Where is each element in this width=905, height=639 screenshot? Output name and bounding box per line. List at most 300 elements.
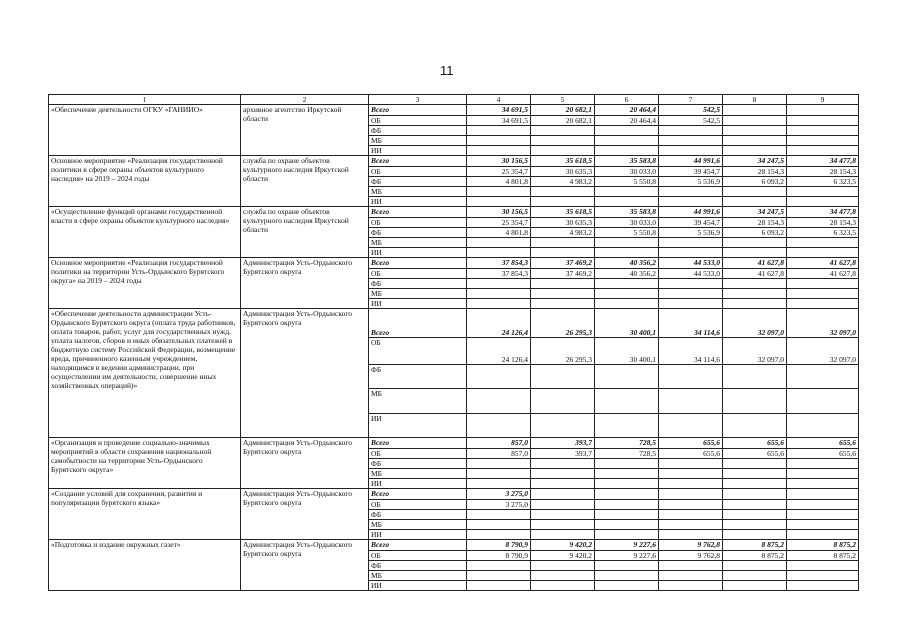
amount-cell xyxy=(595,279,659,289)
amount-cell: 655,6 xyxy=(723,449,787,459)
header-cell: 2 xyxy=(241,95,369,105)
amount-cell: 542,5 xyxy=(659,105,723,116)
amount-cell xyxy=(531,469,595,479)
amount-cell xyxy=(787,561,859,571)
table-row xyxy=(49,489,859,500)
amount-cell xyxy=(659,571,723,581)
amount-cell xyxy=(659,365,723,389)
amount-cell: 30 033,0 xyxy=(595,218,659,228)
event-name: «Организация и проведение социально-значимых мероприятий в области сохранения национальной самобытности на территории Усть-Ордынского Бурятского округа» xyxy=(49,438,241,489)
amount-cell: 35 583,8 xyxy=(595,156,659,167)
amount-cell: 40 356,2 xyxy=(595,258,659,269)
amount-cell: 8 875,2 xyxy=(787,540,859,551)
amount-cell: 30 635,3 xyxy=(531,218,595,228)
funding-source: Всего xyxy=(369,207,467,218)
amount-cell xyxy=(467,248,531,258)
amount-cell xyxy=(531,299,595,309)
amount-cell xyxy=(531,187,595,197)
amount-cell xyxy=(595,571,659,581)
amount-cell xyxy=(595,520,659,530)
amount-cell xyxy=(787,571,859,581)
amount-cell xyxy=(787,500,859,510)
amount-cell: 35 618,5 xyxy=(531,207,595,218)
funding-source: ФБ xyxy=(369,177,467,187)
amount-cell: 32 097,0 xyxy=(723,338,787,365)
amount-cell xyxy=(531,197,595,207)
funding-source: Всего xyxy=(369,540,467,551)
amount-cell xyxy=(467,510,531,520)
event-name: Основное мероприятие «Реализация государственной политики на территории Усть-Ордынского Бурятского округа» на 2019 – 2024 годы xyxy=(49,258,241,309)
amount-cell xyxy=(531,365,595,389)
amount-cell xyxy=(467,197,531,207)
amount-cell xyxy=(787,389,859,414)
amount-cell: 44 533,0 xyxy=(659,269,723,279)
amount-cell xyxy=(531,248,595,258)
amount-cell: 5 550,8 xyxy=(595,177,659,187)
funding-source: ОБ xyxy=(369,500,467,510)
amount-cell: 34 691,5 xyxy=(467,116,531,126)
amount-cell xyxy=(659,459,723,469)
amount-cell: 26 295,3 xyxy=(531,338,595,365)
page-number: 11 xyxy=(440,63,454,78)
funding-source: ИИ xyxy=(369,299,467,309)
amount-cell xyxy=(467,479,531,489)
amount-cell: 9 227,6 xyxy=(595,540,659,551)
amount-cell xyxy=(659,299,723,309)
amount-cell: 25 354,7 xyxy=(467,167,531,177)
amount-cell xyxy=(723,581,787,591)
amount-cell xyxy=(723,238,787,248)
amount-cell xyxy=(595,479,659,489)
funding-source: ФБ xyxy=(369,561,467,571)
funding-source: МБ xyxy=(369,238,467,248)
amount-cell xyxy=(595,289,659,299)
amount-cell: 37 469,2 xyxy=(531,258,595,269)
amount-cell: 30 400,1 xyxy=(595,338,659,365)
amount-cell xyxy=(659,126,723,136)
funding-source: ОБ xyxy=(369,167,467,177)
amount-cell xyxy=(531,520,595,530)
amount-cell xyxy=(595,248,659,258)
funding-source: ИИ xyxy=(369,581,467,591)
amount-cell xyxy=(467,299,531,309)
executor-name: Администрация Усть-Ордынского Бурятского округа xyxy=(241,540,369,591)
table-row xyxy=(49,438,859,449)
amount-cell: 4 983,2 xyxy=(531,228,595,238)
amount-cell: 728,5 xyxy=(595,438,659,449)
amount-cell xyxy=(723,197,787,207)
amount-cell xyxy=(595,561,659,571)
funding-source: ОБ xyxy=(369,449,467,459)
table-row xyxy=(49,258,859,269)
amount-cell xyxy=(787,479,859,489)
amount-cell: 41 627,8 xyxy=(787,269,859,279)
amount-cell xyxy=(787,248,859,258)
amount-cell xyxy=(787,489,859,500)
amount-cell xyxy=(595,187,659,197)
amount-cell xyxy=(531,479,595,489)
amount-cell: 8 875,2 xyxy=(723,551,787,561)
amount-cell xyxy=(595,238,659,248)
amount-cell xyxy=(467,289,531,299)
amount-cell xyxy=(467,238,531,248)
amount-cell: 37 469,2 xyxy=(531,269,595,279)
amount-cell: 857,0 xyxy=(467,449,531,459)
amount-cell xyxy=(467,581,531,591)
amount-cell xyxy=(723,510,787,520)
amount-cell xyxy=(787,116,859,126)
amount-cell: 6 323,5 xyxy=(787,177,859,187)
funding-source: Всего xyxy=(369,156,467,167)
amount-cell xyxy=(659,197,723,207)
event-name: «Создание условий для сохранения, развития и популяризации бурятского языка» xyxy=(49,489,241,540)
amount-cell xyxy=(787,510,859,520)
amount-cell xyxy=(595,489,659,500)
amount-cell: 30 033,0 xyxy=(595,167,659,177)
amount-cell xyxy=(787,136,859,146)
amount-cell xyxy=(467,279,531,289)
amount-cell: 34 114,6 xyxy=(659,309,723,338)
amount-cell xyxy=(467,187,531,197)
amount-cell xyxy=(723,116,787,126)
amount-cell xyxy=(659,581,723,591)
header-cell: 7 xyxy=(659,95,723,105)
funding-source: МБ xyxy=(369,289,467,299)
amount-cell xyxy=(659,146,723,156)
amount-cell xyxy=(467,520,531,530)
amount-cell xyxy=(723,469,787,479)
amount-cell xyxy=(531,289,595,299)
header-cell: 5 xyxy=(531,95,595,105)
amount-cell: 34 247,5 xyxy=(723,207,787,218)
funding-source: МБ xyxy=(369,389,467,414)
amount-cell: 20 464,4 xyxy=(595,116,659,126)
amount-cell xyxy=(723,389,787,414)
amount-cell xyxy=(659,489,723,500)
amount-cell: 728,5 xyxy=(595,449,659,459)
amount-cell xyxy=(595,126,659,136)
amount-cell xyxy=(467,136,531,146)
amount-cell xyxy=(595,530,659,540)
amount-cell xyxy=(659,530,723,540)
amount-cell: 41 627,8 xyxy=(787,258,859,269)
amount-cell: 28 154,3 xyxy=(787,218,859,228)
amount-cell xyxy=(531,500,595,510)
amount-cell xyxy=(787,279,859,289)
funding-source: ФБ xyxy=(369,510,467,520)
funding-source: Всего xyxy=(369,258,467,269)
funding-source: ИИ xyxy=(369,530,467,540)
executor-name: служба по охране объектов культурного наследия Иркутской области xyxy=(241,207,369,258)
executor-name: Администрация Усть-Ордынского Бурятского округа xyxy=(241,489,369,540)
amount-cell xyxy=(787,469,859,479)
amount-cell xyxy=(787,197,859,207)
amount-cell: 28 154,3 xyxy=(723,167,787,177)
event-name: «Осуществление функций органами государственной власти в сфере охраны объектов культурного наследия» xyxy=(49,207,241,258)
funding-source: Всего xyxy=(369,105,467,116)
amount-cell: 5 550,8 xyxy=(595,228,659,238)
funding-source: Всего xyxy=(369,438,467,449)
amount-cell: 34 247,5 xyxy=(723,156,787,167)
amount-cell: 26 295,3 xyxy=(531,309,595,338)
funding-source: ОБ xyxy=(369,269,467,279)
amount-cell xyxy=(659,187,723,197)
amount-cell: 28 154,3 xyxy=(723,218,787,228)
amount-cell xyxy=(595,299,659,309)
amount-cell: 34 477,8 xyxy=(787,156,859,167)
amount-cell: 37 854,3 xyxy=(467,258,531,269)
amount-cell: 30 400,1 xyxy=(595,309,659,338)
amount-cell xyxy=(595,389,659,414)
funding-source: ОБ xyxy=(369,338,467,365)
amount-cell: 20 464,4 xyxy=(595,105,659,116)
amount-cell xyxy=(595,136,659,146)
event-name: «Обеспечение деятельности администрации Усть-Ордынского Бурятского округа (оплата труда работников, оплата товаров, работ, услуг для государственных нужд, уплата налогов, сборов и иных обязательных платежей в бюджетную систему Российской Федерации, возмещение вреда, причиненного казенным учреждением, находящимся в ведении администрации, при осуществлении им деятельности, совершение иных хозяйственных операций)» xyxy=(49,309,241,438)
amount-cell xyxy=(787,530,859,540)
amount-cell: 35 583,8 xyxy=(595,207,659,218)
amount-cell xyxy=(467,389,531,414)
amount-cell: 24 126,4 xyxy=(467,309,531,338)
amount-cell: 37 854,3 xyxy=(467,269,531,279)
amount-cell xyxy=(659,289,723,299)
amount-cell xyxy=(531,136,595,146)
amount-cell xyxy=(595,197,659,207)
amount-cell: 28 154,3 xyxy=(787,167,859,177)
amount-cell: 41 627,8 xyxy=(723,258,787,269)
amount-cell xyxy=(723,299,787,309)
amount-cell: 32 097,0 xyxy=(787,338,859,365)
amount-cell xyxy=(467,530,531,540)
amount-cell xyxy=(723,479,787,489)
amount-cell: 9 420,2 xyxy=(531,551,595,561)
amount-cell xyxy=(595,510,659,520)
amount-cell xyxy=(595,469,659,479)
amount-cell xyxy=(531,146,595,156)
header-cell: 3 xyxy=(369,95,467,105)
amount-cell xyxy=(787,459,859,469)
amount-cell: 5 536,9 xyxy=(659,228,723,238)
funding-source: ИИ xyxy=(369,248,467,258)
amount-cell: 34 691,5 xyxy=(467,105,531,116)
amount-cell: 655,6 xyxy=(659,449,723,459)
amount-cell xyxy=(723,126,787,136)
amount-cell xyxy=(531,279,595,289)
amount-cell xyxy=(531,414,595,438)
amount-cell: 40 356,2 xyxy=(595,269,659,279)
amount-cell xyxy=(723,248,787,258)
amount-cell: 8 875,2 xyxy=(723,540,787,551)
amount-cell: 39 454,7 xyxy=(659,218,723,228)
amount-cell: 6 093,2 xyxy=(723,228,787,238)
header-cell: 1 xyxy=(49,95,241,105)
amount-cell: 393,7 xyxy=(531,449,595,459)
amount-cell: 6 093,2 xyxy=(723,177,787,187)
amount-cell xyxy=(467,365,531,389)
amount-cell xyxy=(595,500,659,510)
amount-cell: 25 354,7 xyxy=(467,218,531,228)
funding-source: ОБ xyxy=(369,116,467,126)
amount-cell xyxy=(467,469,531,479)
amount-cell xyxy=(659,414,723,438)
amount-cell xyxy=(787,365,859,389)
amount-cell xyxy=(467,571,531,581)
amount-cell xyxy=(787,146,859,156)
amount-cell: 34 114,6 xyxy=(659,338,723,365)
amount-cell xyxy=(531,126,595,136)
amount-cell xyxy=(595,365,659,389)
amount-cell xyxy=(531,489,595,500)
amount-cell xyxy=(659,561,723,571)
amount-cell: 655,6 xyxy=(787,449,859,459)
funding-source: МБ xyxy=(369,571,467,581)
amount-cell xyxy=(467,414,531,438)
amount-cell: 4 801,8 xyxy=(467,177,531,187)
amount-cell: 3 275,0 xyxy=(467,500,531,510)
amount-cell: 30 635,3 xyxy=(531,167,595,177)
funding-source: ИИ xyxy=(369,414,467,438)
amount-cell: 20 682,1 xyxy=(531,105,595,116)
amount-cell xyxy=(531,389,595,414)
amount-cell xyxy=(659,279,723,289)
funding-source: Всего xyxy=(369,489,467,500)
funding-source: ИИ xyxy=(369,479,467,489)
amount-cell: 9 762,8 xyxy=(659,551,723,561)
amount-cell: 655,6 xyxy=(723,438,787,449)
event-name: Основное мероприятие «Реализация государственной политики в сфере охраны объектов культурного наследия» на 2019 – 2024 годы xyxy=(49,156,241,207)
header-cell: 9 xyxy=(787,95,859,105)
funding-source: Всего xyxy=(369,309,467,338)
event-name: «Подготовка и издание окружных газет» xyxy=(49,540,241,591)
amount-cell: 9 227,6 xyxy=(595,551,659,561)
header-cell: 4 xyxy=(467,95,531,105)
amount-cell: 32 097,0 xyxy=(723,309,787,338)
amount-cell xyxy=(659,389,723,414)
amount-cell xyxy=(723,187,787,197)
amount-cell xyxy=(531,530,595,540)
amount-cell xyxy=(787,105,859,116)
funding-source: ФБ xyxy=(369,126,467,136)
funding-source: ФБ xyxy=(369,279,467,289)
amount-cell xyxy=(531,238,595,248)
amount-cell xyxy=(659,510,723,520)
amount-cell xyxy=(723,561,787,571)
amount-cell: 39 454,7 xyxy=(659,167,723,177)
amount-cell: 34 477,8 xyxy=(787,207,859,218)
amount-cell xyxy=(723,500,787,510)
executor-name: Администрация Усть-Ордынского Бурятского округа xyxy=(241,258,369,309)
funding-source: ФБ xyxy=(369,228,467,238)
funding-source: ИИ xyxy=(369,197,467,207)
amount-cell xyxy=(659,500,723,510)
funding-source: МБ xyxy=(369,469,467,479)
amount-cell: 9 762,8 xyxy=(659,540,723,551)
amount-cell: 655,6 xyxy=(659,438,723,449)
amount-cell: 655,6 xyxy=(787,438,859,449)
header-cell: 8 xyxy=(723,95,787,105)
amount-cell xyxy=(787,299,859,309)
amount-cell xyxy=(787,581,859,591)
event-name: «Обеспечение деятельности ОГКУ «ГАНИИО» xyxy=(49,105,241,156)
budget-table xyxy=(48,94,859,591)
table-row xyxy=(49,105,859,116)
amount-cell xyxy=(659,136,723,146)
amount-cell xyxy=(723,459,787,469)
amount-cell xyxy=(723,105,787,116)
amount-cell: 3 275,0 xyxy=(467,489,531,500)
amount-cell xyxy=(467,459,531,469)
amount-cell xyxy=(659,469,723,479)
funding-source: МБ xyxy=(369,187,467,197)
amount-cell: 41 627,8 xyxy=(723,269,787,279)
amount-cell xyxy=(531,459,595,469)
amount-cell: 30 156,5 xyxy=(467,156,531,167)
amount-cell xyxy=(659,248,723,258)
amount-cell xyxy=(787,289,859,299)
amount-cell xyxy=(723,365,787,389)
amount-cell xyxy=(787,238,859,248)
funding-source: МБ xyxy=(369,136,467,146)
amount-cell xyxy=(723,489,787,500)
amount-cell xyxy=(467,561,531,571)
amount-cell xyxy=(723,571,787,581)
amount-cell xyxy=(723,520,787,530)
amount-cell: 6 323,5 xyxy=(787,228,859,238)
amount-cell: 44 991,6 xyxy=(659,207,723,218)
amount-cell: 8 875,2 xyxy=(787,551,859,561)
amount-cell xyxy=(787,187,859,197)
amount-cell xyxy=(467,126,531,136)
executor-name: Администрация Усть-Ордынского Бурятского округа xyxy=(241,309,369,438)
amount-cell xyxy=(595,146,659,156)
amount-cell xyxy=(467,146,531,156)
funding-source: ОБ xyxy=(369,551,467,561)
amount-cell: 8 790,9 xyxy=(467,551,531,561)
amount-cell: 542,5 xyxy=(659,116,723,126)
amount-cell: 30 156,5 xyxy=(467,207,531,218)
table-row xyxy=(49,540,859,551)
amount-cell xyxy=(787,520,859,530)
amount-cell xyxy=(531,510,595,520)
amount-cell xyxy=(531,571,595,581)
funding-source: ФБ xyxy=(369,365,467,389)
amount-cell: 8 790,9 xyxy=(467,540,531,551)
amount-cell xyxy=(723,136,787,146)
amount-cell xyxy=(531,561,595,571)
amount-cell xyxy=(659,238,723,248)
header-row xyxy=(49,95,859,105)
amount-cell: 35 618,5 xyxy=(531,156,595,167)
executor-name: архивное агентство Иркутской области xyxy=(241,105,369,156)
amount-cell xyxy=(723,414,787,438)
table-row xyxy=(49,156,859,167)
amount-cell: 4 801,8 xyxy=(467,228,531,238)
funding-source: ФБ xyxy=(369,459,467,469)
amount-cell: 857,0 xyxy=(467,438,531,449)
executor-name: Администрация Усть-Ордынского Бурятского округа xyxy=(241,438,369,489)
amount-cell xyxy=(595,414,659,438)
amount-cell xyxy=(787,126,859,136)
table-row xyxy=(49,207,859,218)
funding-source: МБ xyxy=(369,520,467,530)
amount-cell: 20 682,1 xyxy=(531,116,595,126)
amount-cell xyxy=(659,520,723,530)
amount-cell xyxy=(723,530,787,540)
amount-cell: 44 991,6 xyxy=(659,156,723,167)
amount-cell: 4 983,2 xyxy=(531,177,595,187)
amount-cell: 393,7 xyxy=(531,438,595,449)
funding-source: ОБ xyxy=(369,218,467,228)
amount-cell xyxy=(723,289,787,299)
